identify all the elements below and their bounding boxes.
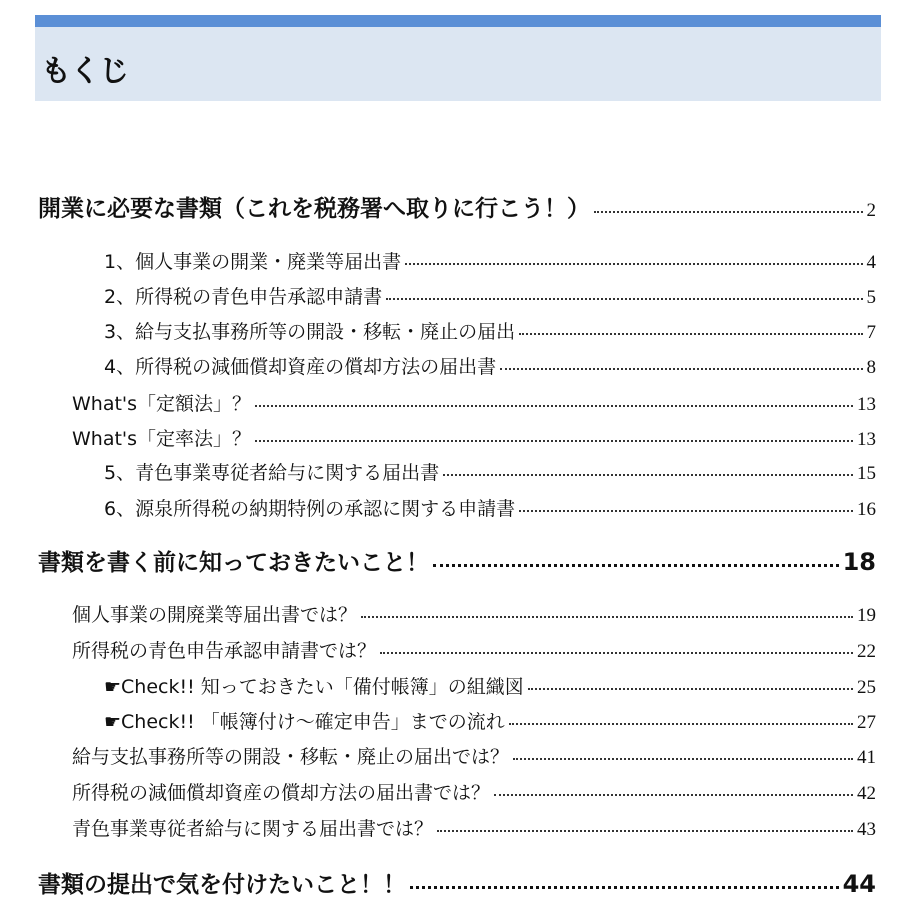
toc-entry-item[interactable] <box>72 784 876 803</box>
toc-dot-leader <box>410 886 839 889</box>
toc-dot-leader <box>380 652 853 654</box>
toc-dot-leader <box>528 688 853 690</box>
toc-page-number: 42 <box>857 783 876 804</box>
toc-entry-label: 青色事業専従者給与に関する届出書では？ <box>72 818 434 840</box>
page-title: もくじ <box>41 54 128 89</box>
toc-entry-item[interactable] <box>72 748 876 767</box>
toc-entry-label: ☛Check!! 知っておきたい「備付帳簿」の組織図 <box>104 676 524 698</box>
toc-dot-leader <box>494 794 853 796</box>
toc-page-number: 4 <box>866 252 876 273</box>
toc-dot-leader <box>386 298 862 300</box>
toc-entry-item[interactable] <box>72 606 876 625</box>
toc-dot-leader <box>500 368 862 370</box>
toc-entry-label: ☛Check!! 「帳簿付け～確定申告」までの流れ <box>104 711 505 733</box>
toc-dot-leader <box>255 440 853 442</box>
toc-entry-item[interactable] <box>104 323 876 342</box>
toc-entry-item[interactable] <box>72 820 876 839</box>
toc-entry-label: 2、所得税の青色申告承認申請書 <box>104 286 383 308</box>
toc-dot-leader <box>519 333 862 335</box>
toc-dot-leader <box>443 474 853 476</box>
toc-entry-label: What's「定率法」？ <box>72 428 252 450</box>
toc-dot-leader <box>433 564 839 567</box>
toc-entry-label: 4、所得税の減価償却資産の償却方法の届出書 <box>104 356 497 378</box>
toc-entry-label: 5、青色事業専従者給与に関する届出書 <box>104 462 440 484</box>
toc-entry-label: 給与支払事務所等の開設・移転・廃止の届出では？ <box>72 746 510 768</box>
toc-entry-label: 1、個人事業の開業・廃業等届出書 <box>104 251 402 273</box>
toc-entry-item[interactable] <box>104 288 876 307</box>
toc-section-opening-documents[interactable] <box>38 198 876 221</box>
toc-dot-leader <box>513 758 853 760</box>
toc-entry-label: 所得税の減価償却資産の償却方法の届出書では？ <box>72 782 491 804</box>
toc-entry-label: 3、給与支払事務所等の開設・移転・廃止の届出 <box>104 321 516 343</box>
toc-entry-label: 所得税の青色申告承認申請書では？ <box>72 640 377 662</box>
toc-dot-leader <box>594 211 863 213</box>
toc-entry-label: 開業に必要な書類（これを税務署へ取りに行こう！） <box>38 196 590 222</box>
toc-page-number: 18 <box>842 548 876 576</box>
toc-dot-leader <box>405 263 862 265</box>
toc-section-before-writing[interactable] <box>38 550 876 575</box>
toc-entry-label: 個人事業の開廃業等届出書では？ <box>72 604 358 626</box>
toc-entry-check-item[interactable] <box>104 713 876 732</box>
toc-page-number: 19 <box>857 605 876 626</box>
toc-page-number: 2 <box>866 200 876 221</box>
toc-entry-item[interactable] <box>72 395 876 414</box>
toc-header-banner <box>35 15 881 101</box>
toc-page-number: 41 <box>857 747 876 768</box>
toc-dot-leader <box>509 723 853 725</box>
toc-section-submission-notes[interactable] <box>38 872 876 897</box>
toc-page-number: 27 <box>857 712 876 733</box>
toc-entry-item[interactable] <box>72 430 876 449</box>
toc-entry-item[interactable] <box>72 642 876 661</box>
toc-entry-item[interactable] <box>104 464 876 483</box>
toc-page-number: 5 <box>866 287 876 308</box>
toc-entry-check-item[interactable] <box>104 678 876 697</box>
toc-entry-label: 書類の提出で気を付けたいこと！！ <box>38 872 406 898</box>
toc-dot-leader <box>519 510 853 512</box>
toc-entry-label: 書類を書く前に知っておきたいこと！ <box>38 550 429 576</box>
toc-dot-leader <box>361 616 853 618</box>
toc-page-number: 8 <box>866 357 876 378</box>
toc-page-number: 43 <box>857 819 876 840</box>
toc-page-number: 7 <box>866 322 876 343</box>
toc-page-number: 16 <box>857 499 876 520</box>
toc-entry-label: 6、源泉所得税の納期特例の承認に関する申請書 <box>104 498 516 520</box>
toc-page-number: 13 <box>857 394 876 415</box>
toc-entry-item[interactable] <box>104 253 876 272</box>
toc-page-number: 25 <box>857 677 876 698</box>
toc-page-number: 15 <box>857 463 876 484</box>
toc-page-number: 13 <box>857 429 876 450</box>
toc-page-number: 22 <box>857 641 876 662</box>
toc-entry-label: What's「定額法」？ <box>72 393 252 415</box>
toc-entry-item[interactable] <box>104 358 876 377</box>
toc-page-number: 44 <box>842 870 876 898</box>
toc-entry-item[interactable] <box>104 500 876 519</box>
toc-dot-leader <box>255 405 853 407</box>
toc-dot-leader <box>437 830 853 832</box>
